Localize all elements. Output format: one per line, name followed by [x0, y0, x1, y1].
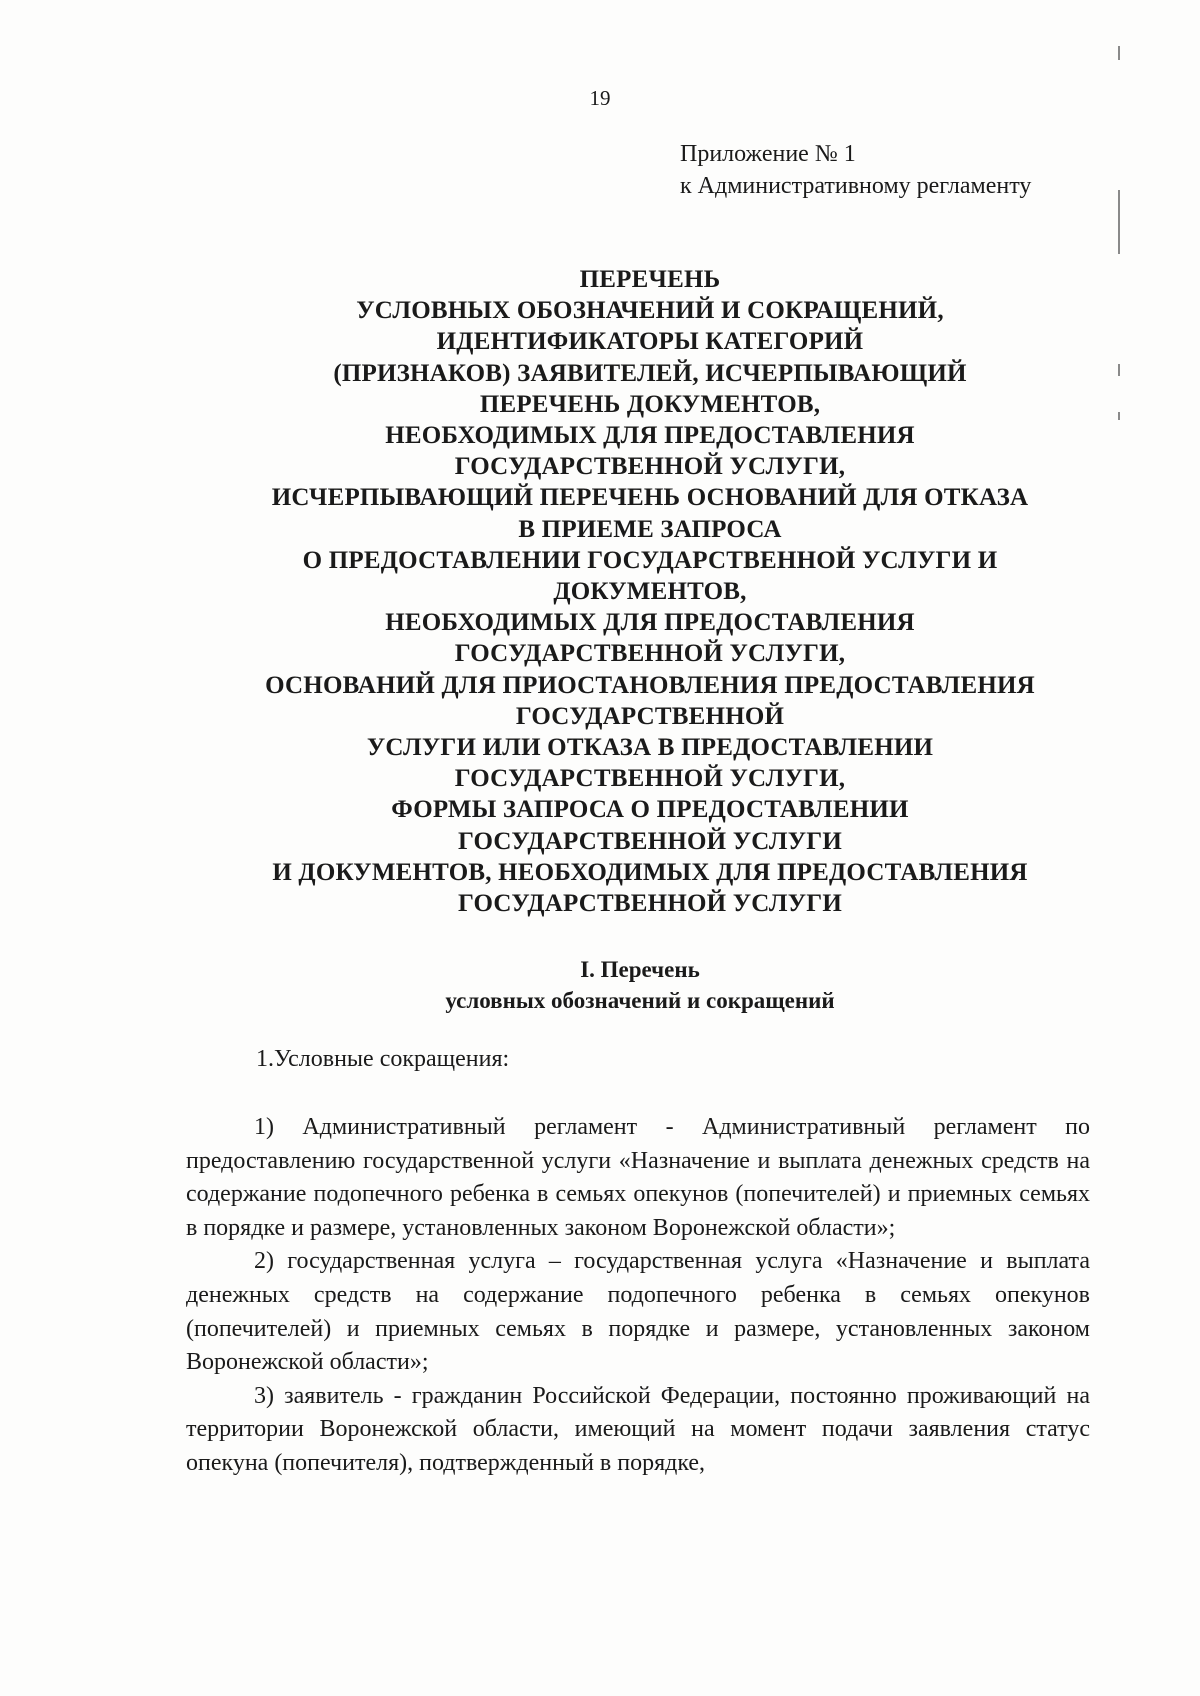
- appendix-header: [680, 138, 1031, 202]
- title-line: УСЛОВНЫХ ОБОЗНАЧЕНИЙ И СОКРАЩЕНИЙ,: [356, 297, 944, 325]
- title-line: ПЕРЕЧЕНЬ ДОКУМЕНТОВ,: [479, 390, 821, 418]
- document-title: [200, 264, 1100, 919]
- title-line: ИДЕНТИФИКАТОРЫ КАТЕГОРИЙ: [436, 328, 864, 356]
- title-line: ГОСУДАРСТВЕННОЙ: [515, 702, 785, 730]
- title-line: (ПРИЗНАКОВ) ЗАЯВИТЕЛЕЙ, ИСЧЕРПЫВАЮЩИЙ: [333, 359, 967, 387]
- title-line: ГОСУДАРСТВЕННОЙ УСЛУГИ,: [454, 453, 846, 481]
- body-text: [186, 1111, 1090, 1481]
- title-line: ГОСУДАРСТВЕННОЙ УСЛУГИ: [457, 827, 843, 855]
- title-line: ГОСУДАРСТВЕННОЙ УСЛУГИ: [457, 890, 843, 918]
- title-line: НЕОБХОДИМЫХ ДЛЯ ПРЕДОСТАВЛЕНИЯ: [385, 609, 915, 637]
- title-line: ДОКУМЕНТОВ,: [553, 578, 747, 606]
- title-line: ФОРМЫ ЗАПРОСА О ПРЕДОСТАВЛЕНИИ: [391, 796, 909, 824]
- title-line: УСЛУГИ ИЛИ ОТКАЗА В ПРЕДОСТАВЛЕНИИ: [366, 734, 934, 762]
- title-line: О ПРЕДОСТАВЛЕНИИ ГОСУДАРСТВЕННОЙ УСЛУГИ И: [302, 546, 998, 574]
- page-number: 19: [589, 86, 611, 110]
- title-line: В ПРИЕМЕ ЗАПРОСА: [518, 515, 782, 543]
- section-heading-line-2: условных обозначений и сокращений: [445, 988, 835, 1013]
- title-line: ИСЧЕРПЫВАЮЩИЙ ПЕРЕЧЕНЬ ОСНОВАНИЙ ДЛЯ ОТКАЗА: [271, 484, 1029, 512]
- paragraph-3: 3) заявитель - гражданин Российской Федерации, постоянно проживающий на территории Воронежской области, имеющий на момент подачи заявления статус опекуна (попечителя), подтвержденный в порядке,: [186, 1382, 1090, 1476]
- title-line: ПЕРЕЧЕНЬ: [579, 266, 721, 293]
- abbreviations-intro: 1.Условные сокращения:: [256, 1046, 510, 1072]
- scan-margin-mark: [1118, 412, 1120, 420]
- appendix-line-1: Приложение № 1: [680, 141, 856, 167]
- paragraph-2: 2) государственная услуга – государственная услуга «Назначение и выплата денежных средств на содержание подопечного ребенка в семьях опекунов (попечителей) и приемных семьях в порядке и размере, установленных законом Воронежской области»;: [186, 1248, 1090, 1376]
- title-line: И ДОКУМЕНТОВ, НЕОБХОДИМЫХ ДЛЯ ПРЕДОСТАВЛЕНИЯ: [272, 858, 1028, 886]
- section-heading-line-1: I. Перечень: [580, 957, 700, 982]
- appendix-line-2: к Административному регламенту: [680, 173, 1032, 199]
- section-heading: [360, 954, 920, 1016]
- title-line: ОСНОВАНИЙ ДЛЯ ПРИОСТАНОВЛЕНИЯ ПРЕДОСТАВЛЕНИЯ: [265, 671, 1035, 699]
- title-line: ГОСУДАРСТВЕННОЙ УСЛУГИ,: [454, 640, 846, 668]
- paragraph-1: 1) Административный регламент - Административный регламент по предоставлению государственной услуги «Назначение и выплата денежных средств на содержание подопечного ребенка в семьях опекунов (попечителей) и приемных семьях в порядке и размере, установленных законом Воронежской области»;: [186, 1114, 1090, 1241]
- scan-margin-mark: [1118, 46, 1120, 60]
- scan-margin-mark: [1118, 190, 1120, 254]
- title-line: НЕОБХОДИМЫХ ДЛЯ ПРЕДОСТАВЛЕНИЯ: [385, 422, 915, 450]
- scan-margin-mark: [1118, 364, 1120, 376]
- title-line: ГОСУДАРСТВЕННОЙ УСЛУГИ,: [454, 765, 846, 793]
